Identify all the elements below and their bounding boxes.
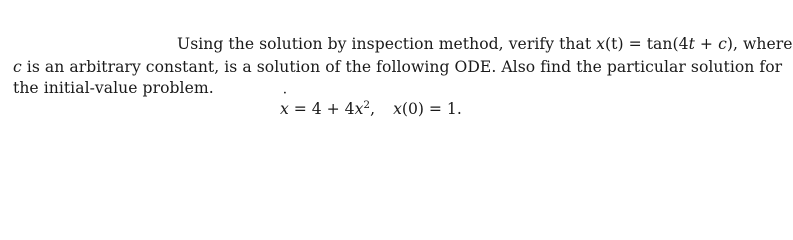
line1-plus: + xyxy=(694,35,719,53)
eq-exponent: 2 xyxy=(363,99,371,111)
eq-ic-x: x xyxy=(393,100,402,118)
problem-line-2 xyxy=(13,56,782,78)
line3-text: the initial-value problem. xyxy=(13,79,214,97)
eq-rhs: = 4 + 4 xyxy=(288,100,355,118)
line1-prefix: Using the solution by inspection method, verify that xyxy=(177,35,597,53)
line1-c: c xyxy=(718,35,727,53)
line1-suffix: ), where xyxy=(726,35,793,53)
eq-comma: , xyxy=(370,100,376,118)
eq-x2: x xyxy=(354,100,364,118)
line1-fn-arg: (t) = tan(4 xyxy=(605,35,689,53)
eq-xdot: ˙ x xyxy=(280,98,289,120)
ode-equation xyxy=(280,98,462,120)
line1-t: t xyxy=(688,35,695,53)
problem-line-1 xyxy=(177,33,793,55)
problem-line-3 xyxy=(13,77,214,99)
line2-text: is an arbitrary constant, is a solution of the following ODE. Also find the particular solution for xyxy=(21,58,783,76)
line1-fn-var: x xyxy=(596,35,606,53)
line2-c: c xyxy=(13,58,22,76)
eq-initial-condition: (0) = 1. xyxy=(401,100,462,118)
